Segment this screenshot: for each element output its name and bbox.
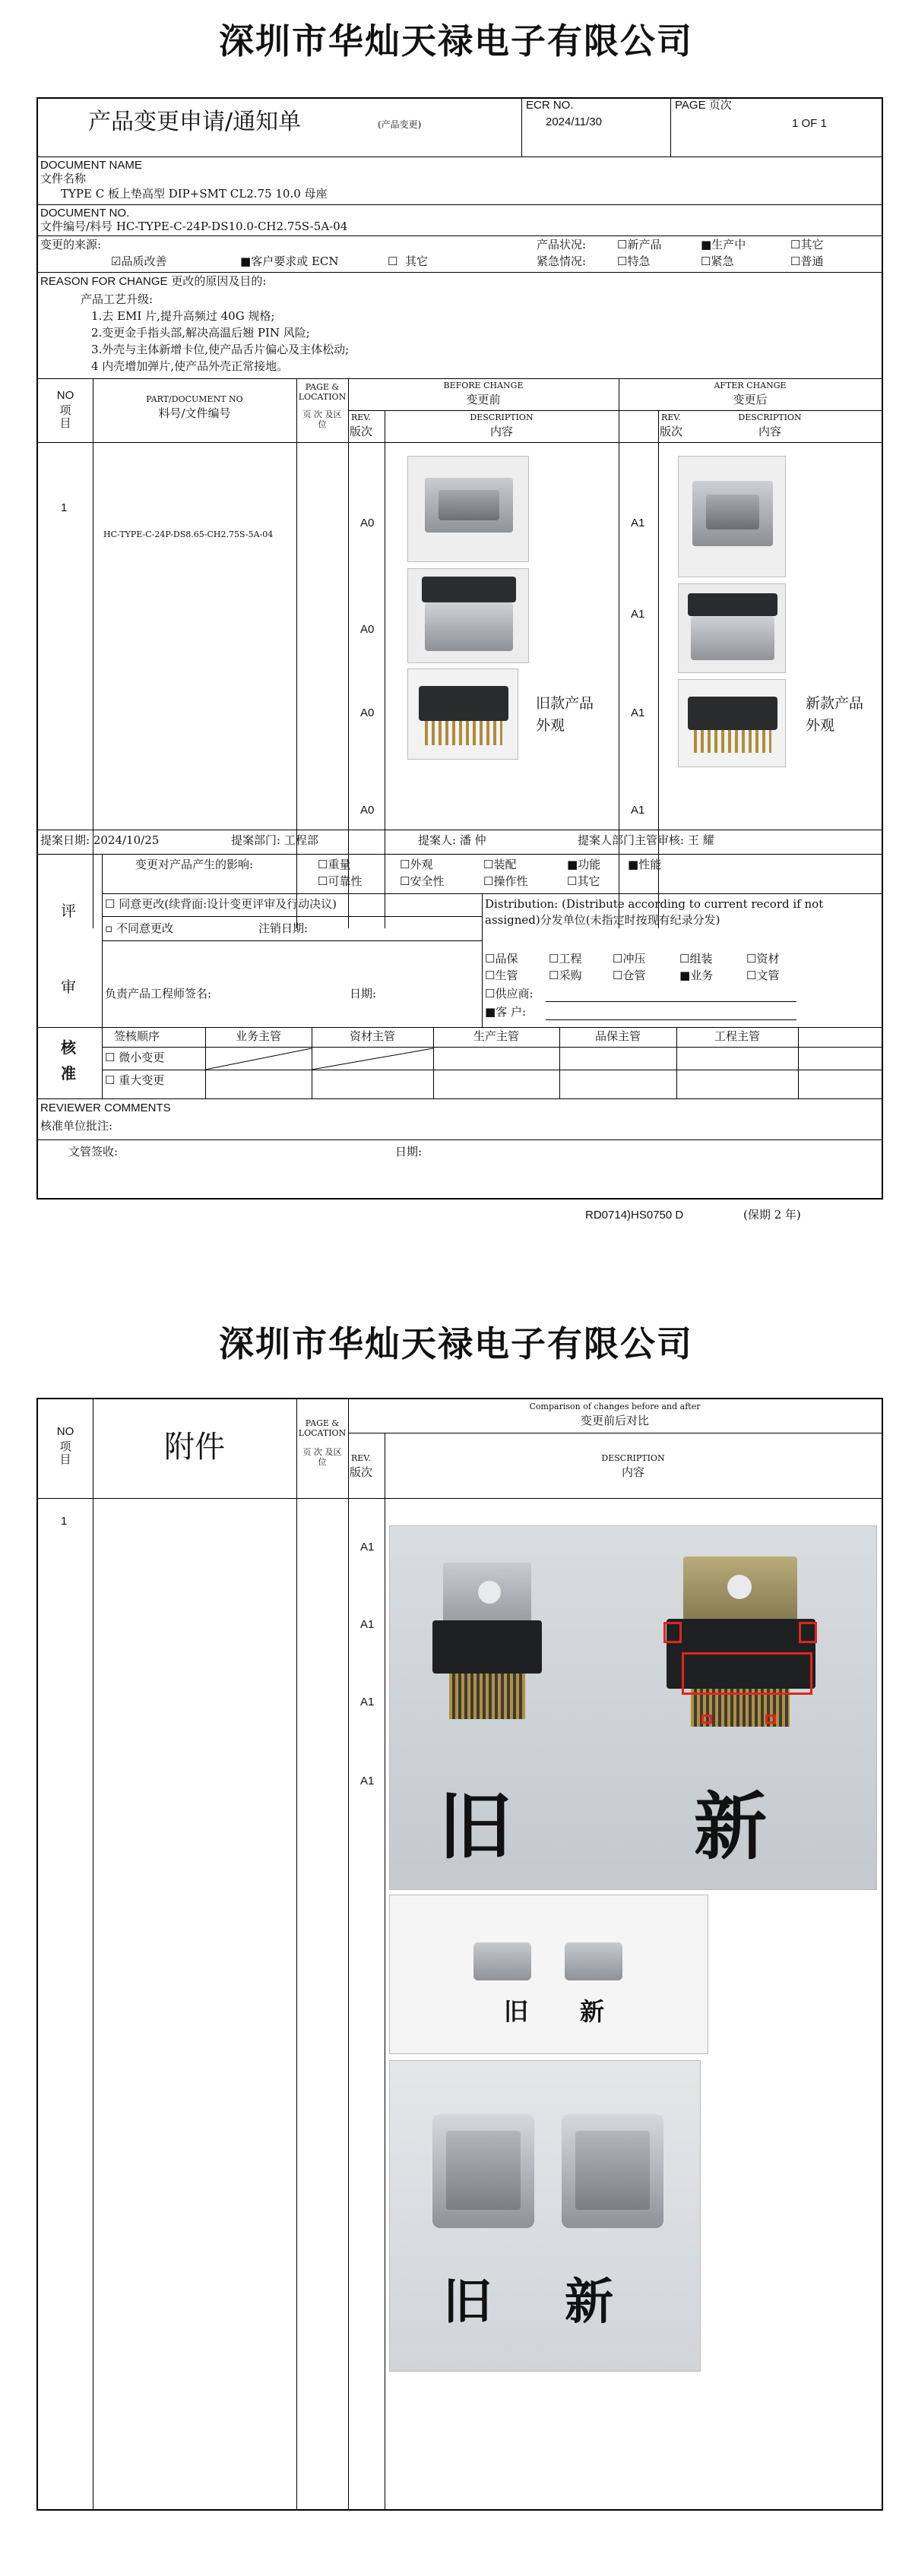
impact-safety[interactable]: ☐安全性 [400, 874, 445, 888]
rev-before: A0 [360, 804, 375, 817]
urgency-urgent[interactable]: ☐紧急 [701, 254, 734, 268]
reason-line: 1.去 EMI 片,提升高频过 40G 规格; [91, 309, 275, 323]
comparison-cn: 变更前后对比 [580, 1414, 649, 1427]
dist-supplier[interactable]: ☐供应商: [485, 987, 534, 1000]
doc-control-sign: 文管签收: [68, 1145, 119, 1158]
dist-sales[interactable]: ■业务 [679, 969, 714, 982]
review-label: 审 [61, 978, 76, 996]
comparison-en: Comparison of changes before and after [529, 1402, 701, 1411]
col-desc-cn: 内容 [621, 1465, 644, 1479]
urgency-label: 紧急情况: [537, 254, 587, 268]
dist-purchase[interactable]: ☐采购 [549, 969, 582, 982]
major-change-option[interactable]: ☐ 重大变更 [105, 1073, 165, 1087]
attachment-title: 附件 [164, 1430, 225, 1465]
col-part-cn: 料号/文件编号 [158, 406, 231, 420]
approver-sales: 业务主管 [235, 1029, 281, 1043]
reason-line: 4 内壳增加弹片,使产品外壳正常接地。 [91, 359, 289, 373]
before-photo-side [407, 568, 529, 663]
approver-materials: 资材主管 [349, 1029, 395, 1043]
approver-production: 生产主管 [473, 1029, 519, 1043]
form-title: 产品变更申请/通知单 [88, 109, 302, 135]
dist-prodctl[interactable]: ☐生管 [485, 969, 518, 982]
attachment-sheet [36, 1398, 883, 2511]
reason-line: 3.外壳与主体新增卡位,使产品舌片偏心及主体松动; [91, 343, 350, 356]
doc-name-value: TYPE C 板上垫高型 DIP+SMT CL2.75 10.0 母座 [61, 187, 328, 201]
source-option-other[interactable]: ☐ 其它 [388, 254, 429, 268]
company-title: 深圳市华灿天禄电子有限公司 [219, 21, 693, 62]
disagree-option[interactable]: ▫ 不同意更改 [105, 921, 173, 935]
impact-weight[interactable]: ☐重量 [318, 858, 351, 871]
rev-before: A0 [360, 706, 375, 719]
col-no-cn: 项目 [59, 1440, 71, 1467]
rev-before: A0 [360, 623, 375, 636]
page-value: 1 OF 1 [792, 117, 827, 130]
dist-materials[interactable]: ☐资材 [746, 952, 780, 966]
footer-code: RD0714)HS0750 D [585, 1209, 684, 1222]
reason-line: 2.变更金手指头部,解决高温后翘 PIN 风险; [91, 326, 310, 340]
approval-unit-note: 核准单位批注: [40, 1119, 113, 1133]
old-label: 旧 [443, 2274, 492, 2331]
rev: A1 [360, 1618, 375, 1631]
rev: A1 [360, 1541, 375, 1554]
reason-intro: 产品工艺升级: [81, 292, 154, 306]
col-before-cn: 变更前 [466, 393, 501, 406]
approver-engineering: 工程主管 [714, 1029, 760, 1043]
before-photo-top [407, 456, 529, 562]
dist-doccontrol[interactable]: ☐文管 [746, 969, 780, 982]
col-loc-en: PAGE & LOCATION [298, 382, 347, 402]
comparison-photo-side [389, 1895, 708, 2054]
source-option-customer[interactable]: ■客户要求或 ECN [240, 254, 339, 268]
impact-reliability[interactable]: ☐可靠性 [318, 874, 363, 888]
doc-no-label-en: DOCUMENT NO. [40, 207, 130, 220]
agree-option[interactable]: ☐ 同意更改(续背面:设计变更评审及行动决议) [105, 897, 337, 911]
impact-appearance[interactable]: ☐外观 [400, 858, 433, 871]
review-label: 评 [61, 902, 76, 920]
col-rev-cn: 版次 [350, 425, 373, 438]
dist-assembly[interactable]: ☐组装 [679, 952, 713, 966]
source-option-quality[interactable]: ☑品质改善 [111, 254, 167, 268]
approver-qa: 品保主管 [594, 1029, 641, 1043]
col-no-cn: 项目 [59, 403, 71, 431]
col-no: NO [56, 389, 74, 402]
impact-assembly[interactable]: ☐装配 [483, 858, 517, 871]
col-rev-en: REV. [351, 1453, 371, 1463]
page-label: PAGE 页次 [675, 99, 732, 112]
status-other[interactable]: ☐其它 [790, 238, 824, 251]
proposal-date: 提案日期: 2024/10/25 [40, 833, 160, 847]
col-desc-cn: 内容 [758, 425, 781, 438]
ecr-label: ECR NO. [526, 99, 574, 112]
proposer: 提案人: 潘 仲 [418, 833, 486, 847]
col-desc-en: DESCRIPTION [738, 412, 802, 422]
old-label: 旧 [439, 1784, 511, 1870]
distribution-note: Distribution: (Distribute according to current record if not assigned)分发单位(未指定时按现有纪录分发) [485, 897, 824, 927]
col-rev-cn: 版次 [660, 425, 683, 438]
impact-operability[interactable]: ☐操作性 [483, 874, 528, 888]
col-loc-cn: 页 次 及区位 [302, 409, 342, 429]
doc-name-label-en: DOCUMENT NAME [40, 159, 142, 172]
col-loc-en: PAGE & LOCATION [298, 1418, 347, 1438]
status-production[interactable]: ■生产中 [701, 238, 746, 251]
old-label: 旧 [504, 1997, 529, 2026]
source-label: 变更的来源: [40, 238, 102, 251]
after-photo-side [678, 583, 786, 673]
col-desc-en: DESCRIPTION [601, 1453, 665, 1463]
change-notice-form [36, 97, 883, 1199]
dist-warehouse[interactable]: ☐仓管 [613, 969, 646, 982]
rev-after: A1 [631, 608, 645, 621]
proposal-dept: 提案部门: 工程部 [231, 833, 318, 847]
rev-after: A1 [631, 804, 645, 817]
doc-no-line: 文件编号/料号 HC-TYPE-C-24P-DS10.0-CH2.75S-5A-04 [40, 220, 348, 233]
sign-order: 签核顺序 [114, 1029, 160, 1043]
col-rev-en: REV. [661, 412, 681, 422]
col-after-en: AFTER CHANGE [714, 381, 787, 390]
approve-label: 准 [61, 1064, 76, 1083]
col-rev-en: REV. [351, 412, 371, 422]
col-part-en: PART/DOCUMENT NO [146, 394, 243, 404]
form-subtitle: (产品变更) [378, 119, 422, 130]
rev: A1 [360, 1775, 375, 1787]
reason-heading: REASON FOR CHANGE 更改的原因及目的: [40, 274, 267, 288]
new-label: 新 [694, 1784, 767, 1870]
after-photo-top [678, 456, 786, 577]
status-label: 产品状况: [537, 238, 587, 251]
status-new[interactable]: ☐新产品 [617, 238, 662, 251]
ecr-value: 2024/11/30 [546, 115, 602, 128]
doc-control-date: 日期: [395, 1145, 423, 1158]
engineer-date: 日期: [350, 987, 377, 1000]
comparison-photo-top [389, 2060, 701, 2372]
urgency-normal[interactable]: ☐普通 [790, 254, 824, 268]
new-label: 新 [565, 2274, 613, 2331]
dist-stamping[interactable]: ☐冲压 [613, 952, 646, 966]
rev: A1 [360, 1696, 375, 1708]
row-no: 1 [61, 501, 68, 514]
new-label: 新 [580, 1997, 605, 2026]
cancel-date: 注销日期: [258, 921, 309, 935]
col-before-en: BEFORE CHANGE [443, 381, 524, 390]
rev-before: A0 [360, 517, 375, 529]
col-loc-cn: 页 次 及区位 [302, 1447, 342, 1467]
doc-name-label-cn: 文件名称 [40, 172, 87, 185]
col-after-cn: 变更后 [733, 393, 768, 406]
footer-retention: (保期 2 年) [743, 1208, 801, 1222]
dist-qa[interactable]: ☐品保 [485, 952, 518, 966]
dept-head: 提案人部门主管审核: 王 耀 [578, 833, 714, 847]
col-no: NO [56, 1425, 74, 1438]
impact-performance[interactable]: ■性能 [628, 858, 662, 871]
row-part-no: HC-TYPE-C-24P-DS8.65-CH2.75S-5A-04 [103, 529, 274, 539]
dist-customer[interactable]: ■客 户: [485, 1005, 527, 1019]
urgency-critical[interactable]: ☐特急 [617, 254, 651, 268]
dist-eng[interactable]: ☐工程 [549, 952, 582, 966]
approve-label: 核 [61, 1038, 76, 1057]
impact-function[interactable]: ■功能 [567, 858, 601, 871]
rev-after: A1 [631, 517, 645, 529]
col-rev-cn: 版次 [350, 1465, 373, 1479]
row-no: 1 [61, 1515, 68, 1528]
impact-other[interactable]: ☐其它 [567, 874, 600, 888]
reviewer-comments: REVIEWER COMMENTS [40, 1102, 171, 1114]
after-caption: 新款产品外观 [806, 695, 864, 734]
minor-change-option[interactable]: ☐ 微小变更 [105, 1051, 165, 1064]
company-title: 深圳市华灿天禄电子有限公司 [219, 1323, 693, 1364]
before-caption: 旧款产品外观 [536, 695, 594, 734]
engineer-sign: 负责产品工程师签名: [105, 987, 212, 1000]
before-photo-bottom [407, 668, 518, 760]
impact-label: 变更对产品产生的影响: [135, 858, 254, 871]
after-photo-bottom [678, 679, 786, 767]
col-desc-en: DESCRIPTION [470, 412, 534, 422]
col-desc-cn: 内容 [489, 425, 513, 438]
comparison-photo-front [389, 1525, 877, 1890]
approval-strike [205, 1047, 433, 1071]
rev-after: A1 [631, 706, 645, 719]
